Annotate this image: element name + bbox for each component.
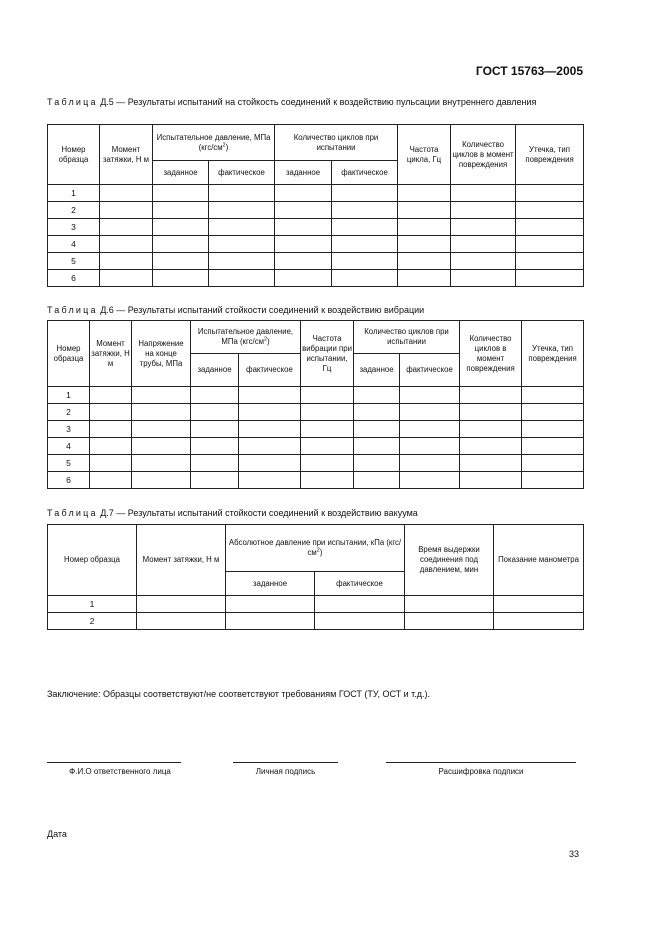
date-label: Дата	[47, 829, 67, 839]
row-number: 6	[48, 270, 100, 287]
caption-label: Таблица	[47, 97, 98, 107]
col-header-cycles: Количество циклов при испытании	[354, 321, 460, 354]
row-number: 1	[48, 387, 90, 404]
subheader-actual: фактическое	[400, 354, 460, 387]
table-row	[48, 202, 584, 219]
row-number: 1	[48, 185, 100, 202]
table-row	[48, 472, 584, 489]
col-header-pressure: Испытательное давление, МПа $(кгс/см^2)$	[153, 125, 275, 161]
table-d6	[47, 320, 584, 489]
table-row	[48, 219, 584, 236]
col-header-damage-cycles: Количество циклов в момент повреждения	[460, 321, 522, 387]
conclusion-text: Заключение: Образцы соответствуют/не соответствуют требованиям ГОСТ (ТУ, ОСТ и т.д.).	[47, 689, 431, 699]
row-number: 6	[48, 472, 90, 489]
subheader-actual: фактическое	[332, 161, 398, 185]
caption-text: Д.6 — Результаты испытаний стойкости соединений к воздействию вибрации	[97, 305, 425, 315]
row-number: 3	[48, 219, 100, 236]
table-row	[48, 438, 584, 455]
row-number: 2	[48, 404, 90, 421]
col-header-leak: Утечка, тип повреждения	[522, 321, 584, 387]
row-number: 4	[48, 236, 100, 253]
table-d5-caption	[47, 96, 587, 108]
subheader-set: заданное	[354, 354, 400, 387]
table-d7	[47, 524, 584, 630]
signature-line-sign	[233, 762, 338, 763]
col-header-pressure: Испытательное давление, МПа $(кгс/см^2)$	[191, 321, 301, 354]
table-row	[48, 270, 584, 287]
signature-line-name	[47, 762, 181, 763]
col-header-torque: Момент затяжки, Н м	[90, 321, 132, 387]
document-code: ГОСТ 15763—2005	[475, 64, 583, 78]
table-d7-caption	[47, 507, 418, 519]
row-number: 5	[48, 253, 100, 270]
subheader-set: заданное	[275, 161, 332, 185]
col-header-stress: Напряжение на конце трубы, МПа	[132, 321, 191, 387]
col-header-cycles: Количество циклов при испытании	[275, 125, 398, 161]
row-number: 2	[48, 613, 137, 630]
col-header-sample: Номер образца	[48, 125, 100, 185]
table-row	[48, 404, 584, 421]
page-number: 33	[568, 849, 579, 859]
row-number: 5	[48, 455, 90, 472]
col-header-frequency: Частота цикла, Гц	[398, 125, 451, 185]
col-header-hold-time: Время выдержки соединения под давлением, мин	[405, 525, 494, 596]
subheader-actual: фактическое	[315, 572, 405, 596]
table-d6-caption	[47, 304, 424, 316]
subheader-set: заданное	[226, 572, 315, 596]
row-number: 4	[48, 438, 90, 455]
subheader-set: заданное	[191, 354, 239, 387]
subheader-actual: фактическое	[209, 161, 275, 185]
row-number: 1	[48, 596, 137, 613]
caption-label: Таблица	[47, 508, 98, 518]
col-header-sample: Номер образца	[48, 321, 90, 387]
table-d5	[47, 124, 584, 287]
table-row	[48, 253, 584, 270]
caption-label: Таблица	[47, 305, 98, 315]
subheader-set: заданное	[153, 161, 209, 185]
signature-label-sign: Личная подпись	[255, 767, 316, 776]
col-header-abs-pressure: Абсолютное давление при испытании, кПа $(кгс/см^2)$	[226, 525, 405, 572]
row-number: 3	[48, 421, 90, 438]
col-header-torque: Момент затяжки, Н м	[100, 125, 153, 185]
subheader-actual: фактическое	[239, 354, 301, 387]
caption-text: Д.5 — Результаты испытаний на стойкость соединений к воздействию пульсации внутреннего давления	[97, 97, 537, 107]
col-header-sample: Номер образца	[48, 525, 137, 596]
col-header-leak: Утечка, тип повреждения	[516, 125, 584, 185]
row-number: 2	[48, 202, 100, 219]
table-row	[48, 455, 584, 472]
col-header-torque: Момент затяжки, Н м	[137, 525, 226, 596]
caption-text: Д.7 — Результаты испытаний стойкости соединений к воздействию вакуума	[97, 508, 418, 518]
table-row	[48, 421, 584, 438]
signature-label-decode: Расшифровка подписи	[438, 767, 524, 776]
col-header-damage-cycles: Количество циклов в момент повреждения	[451, 125, 516, 185]
table-row	[48, 387, 584, 404]
signature-label-name: Ф.И.О ответственного лица	[69, 767, 171, 776]
table-row	[48, 236, 584, 253]
col-header-gauge: Показание манометра	[494, 525, 584, 596]
table-row	[48, 185, 584, 202]
table-row	[48, 596, 584, 613]
signature-line-decode	[386, 762, 576, 763]
col-header-frequency: Частота вибрации при испытании, Гц	[301, 321, 354, 387]
table-row	[48, 613, 584, 630]
